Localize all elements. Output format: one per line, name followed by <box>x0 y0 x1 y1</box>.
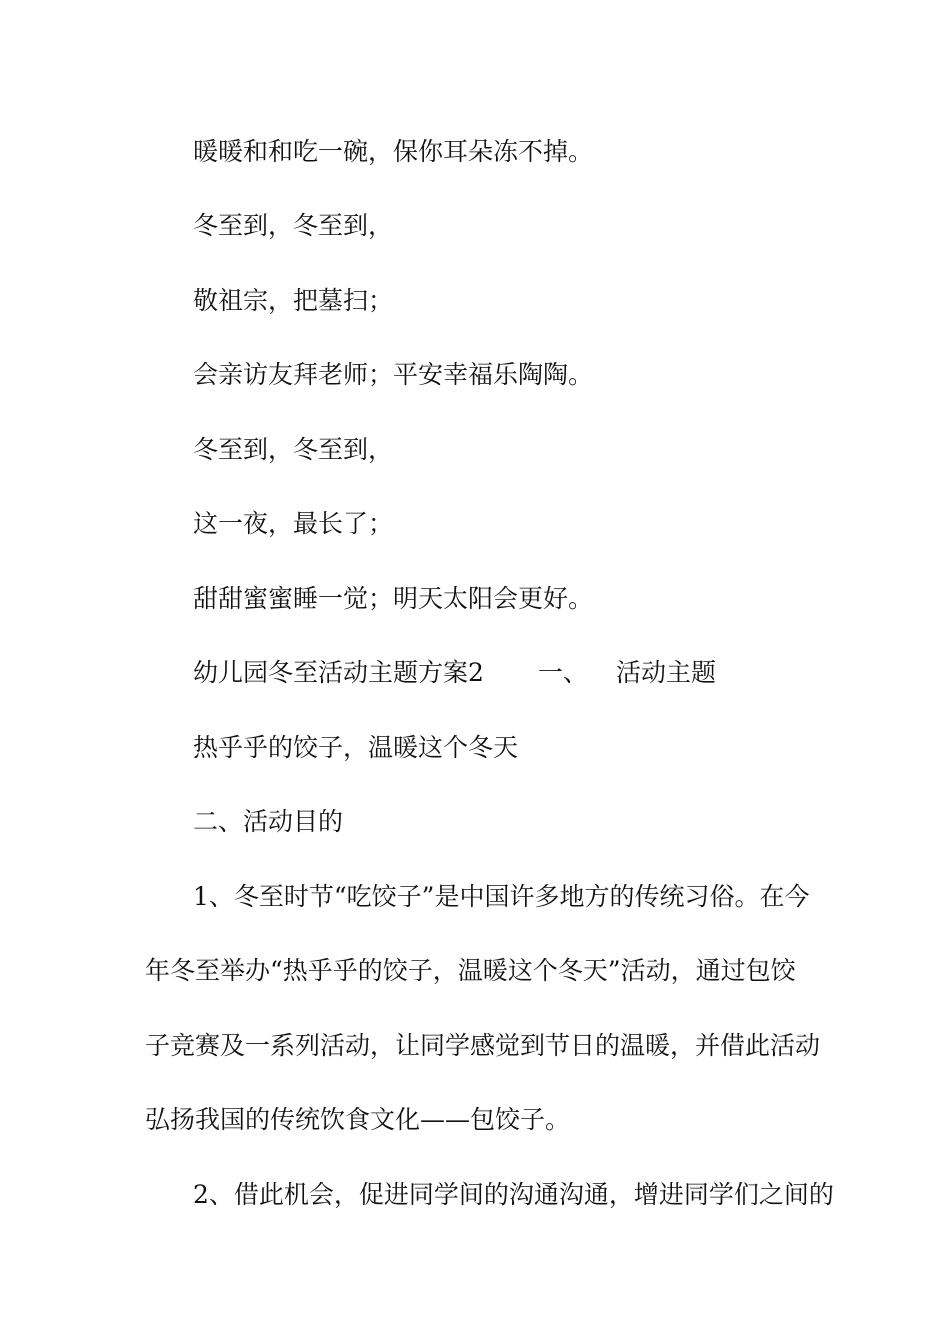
section-number: 一、 <box>537 658 588 687</box>
text-line: 冬至到，冬至到， <box>193 435 394 464</box>
section-title: 二、活动目的 <box>193 807 344 836</box>
paragraph-line: 年冬至举办“热乎乎的饺子，温暖这个冬天”活动，通过包饺 <box>145 956 796 985</box>
text-line: 暖暖和和吃一碗，保你耳朵冻不掉。 <box>193 137 594 166</box>
theme-text: 热乎乎的饺子，温暖这个冬天 <box>193 733 519 762</box>
paragraph-line: 弘扬我国的传统饮食文化——包饺子。 <box>145 1105 571 1134</box>
text-line: 这一夜，最长了； <box>193 509 394 538</box>
text-line: 会亲访友拜老师；平安幸福乐陶陶。 <box>193 360 594 389</box>
paragraph-line: 1、冬至时节“吃饺子”是中国许多地方的传统习俗。在今 <box>193 882 810 911</box>
text-line: 冬至到，冬至到， <box>193 211 394 240</box>
text-line: 敬祖宗，把墓扫； <box>193 286 394 315</box>
paragraph-line: 子竞赛及一系列活动，让同学感觉到节日的温暖，并借此活动 <box>145 1031 821 1060</box>
section-heading <box>193 658 716 688</box>
section-title: 活动主题 <box>615 658 716 687</box>
paragraph-line: 2、借此机会，促进同学间的沟通沟通，增进同学们之间的 <box>193 1180 834 1209</box>
document-title: 幼儿园冬至活动主题方案2 <box>193 658 484 687</box>
text-line: 甜甜蜜蜜睡一觉；明天太阳会更好。 <box>193 584 594 613</box>
